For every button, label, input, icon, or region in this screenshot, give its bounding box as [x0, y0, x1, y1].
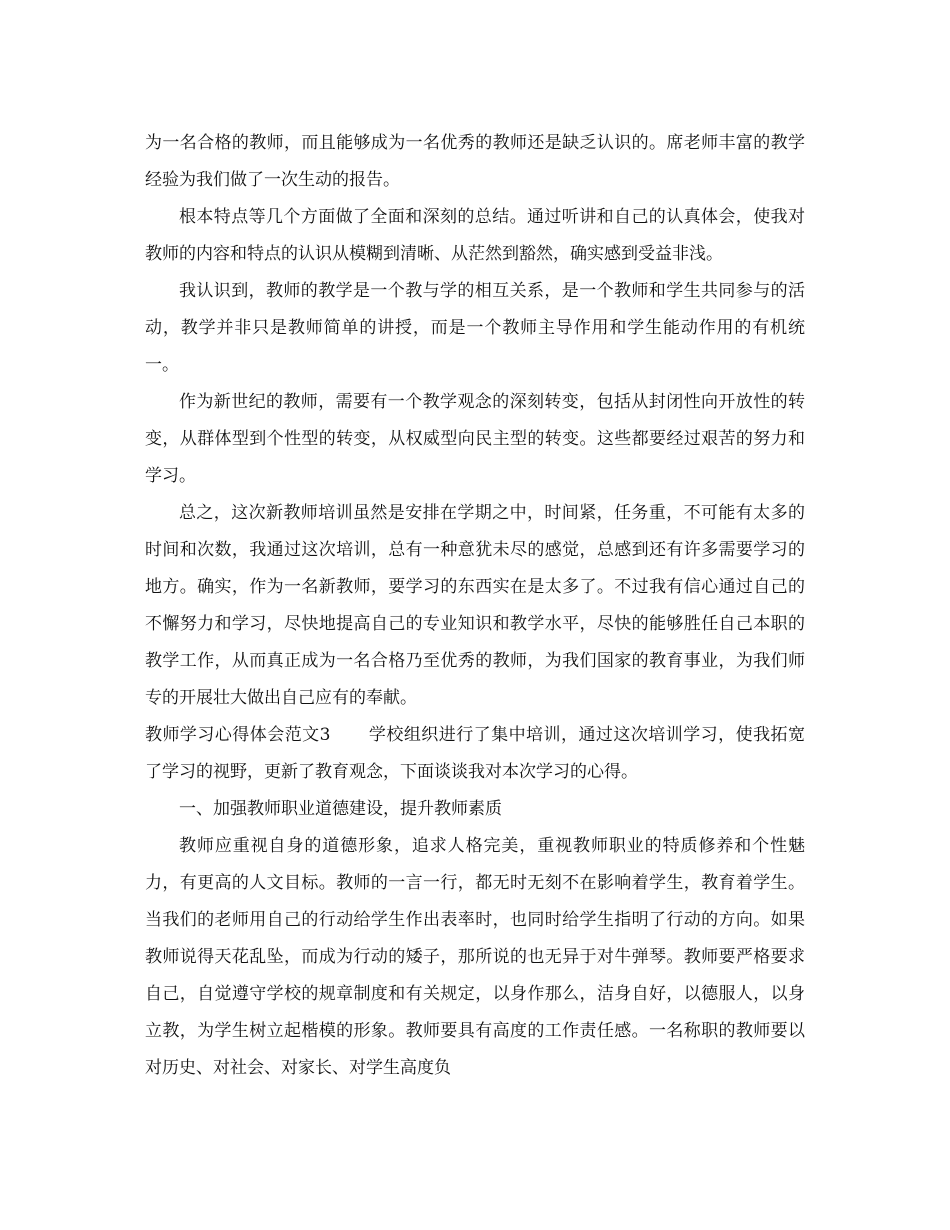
final-paragraph: 教师应重视自身的道德形象，追求人格完美，重视教师职业的特质修养和个性魅力，有更高的人文目标。教师的一言一行，都无时无刻不在影响着学生，教育着学生。当我们的老师用自己的行动给学生作出表率时，也同时给学生指明了行动的方向。如果教师说得天花乱坠，而成为行动的矮子，那所说的也无异于对牛弹琴。教师要严格要求自己，自觉遵守学校的规章制度和有关规定，以身作那么，洁身自好，以德服人，以身立教，为学生树立起楷模的形象。教师要具有高度的工作责任感。一名称职的教师要以对历史、对社会、对家长、对学生高度负 [145, 836, 805, 1078]
section-intro: 学校组织进行了集中培训，通过这次培训学习，使我拓宽了学习的视野，更新了教育观念，下面谈谈我对本次学习的心得。 [145, 725, 805, 782]
paragraph-4: 作为新世纪的教师，需要有一个教学观念的深刻转变，包括从封闭性向开放性的转变，从群体型到个性型的转变，从权威型向民主型的转变。这些都要经过艰苦的努力和学习。 [145, 392, 805, 486]
paragraph-2: 根本特点等几个方面做了全面和深刻的总结。通过听讲和自己的认真体会，使我对教师的内容和特点的认识从模糊到清晰、从茫然到豁然，确实感到受益非浅。 [145, 207, 805, 264]
paragraph-5: 总之，这次新教师培训虽然是安排在学期之中，时间紧，任务重，不可能有太多的时间和次数，我通过这次培训，总有一种意犹未尽的感觉，总感到还有许多需要学习的地方。确实，作为一名新教师，要学习的东西实在是太多了。不过我有信心通过自己的不懈努力和学习，尽快地提高自己的专业知识和教学水平，尽快的能够胜任自己本职的教学工作，从而真正成为一名合格乃至优秀的教师，为我们国家的教育事业，为我们师专的开展壮大做出自己应有的奉献。 [145, 503, 805, 708]
paragraph-3: 我认识到，教师的教学是一个教与学的相互关系，是一个教师和学生共同参与的活动，教学并非只是教师简单的讲授，而是一个教师主导作用和学生能动作用的有机统一。 [145, 281, 805, 375]
section-title: 教师学习心得体会范文3 [145, 725, 331, 745]
paragraph-1: 为一名合格的教师，而且能够成为一名优秀的教师还是缺乏认识的。席老师丰富的教学经验为我们做了一次生动的报告。 [145, 133, 805, 190]
subheading: 一、加强教师职业道德建设，提升教师素质 [179, 799, 502, 819]
document-body [145, 125, 805, 1087]
section-intro-paragraph [145, 717, 805, 791]
